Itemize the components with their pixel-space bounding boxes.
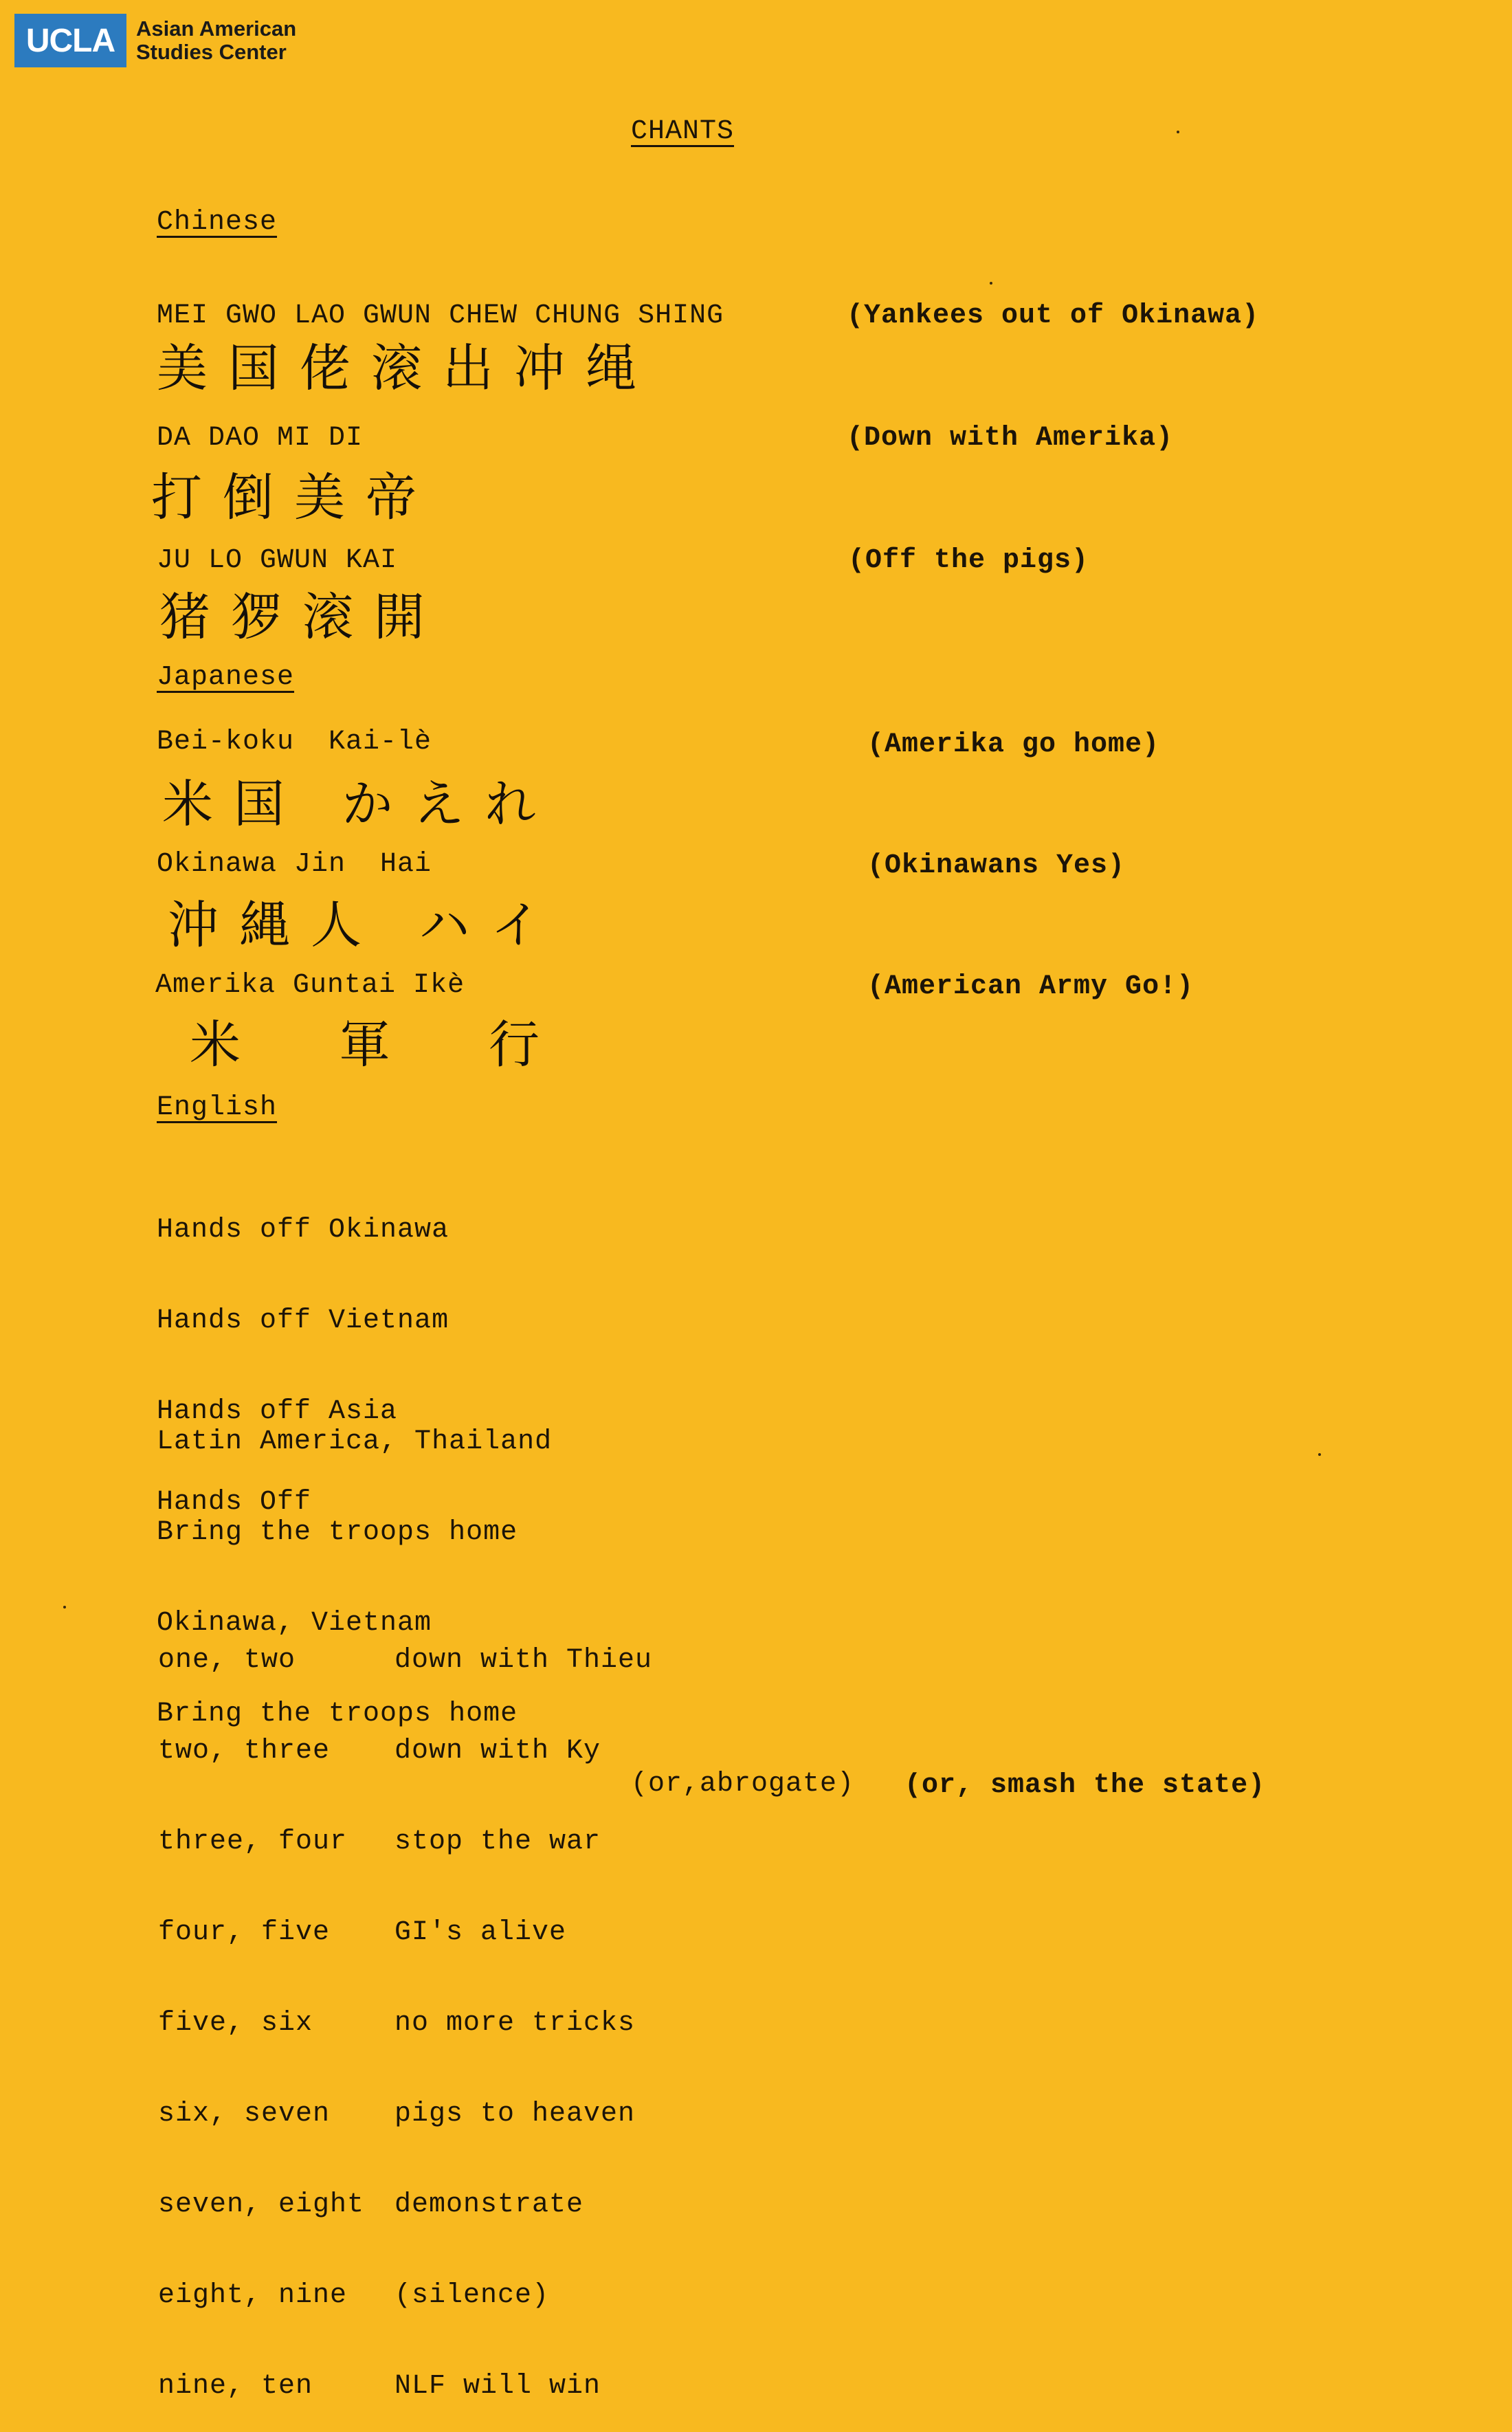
center-name: [136, 17, 296, 64]
stanza1-line: Hands off Okinawa: [157, 1215, 449, 1246]
stanza2-line: Latin America, Thailand: [157, 1426, 553, 1457]
count-right-column: [394, 1585, 652, 2432]
page-title: CHANTS: [631, 116, 735, 147]
english-heading: English: [157, 1092, 278, 1123]
japanese-romanized-3: Amerika Guntai Ikè: [155, 970, 465, 1001]
paper-speck: [1318, 1453, 1321, 1456]
japanese-characters-3: 米 軍 行: [190, 1015, 581, 1074]
japanese-characters-1: 米国 かえれ: [162, 775, 557, 834]
stanza2-line: Bring the troops home: [157, 1517, 518, 1548]
center-name-line2: Studies Center: [136, 40, 287, 64]
ucla-logo: [14, 14, 296, 67]
chant-response: demonstrate: [394, 2189, 584, 2220]
chant-response: down with Ky: [394, 1736, 601, 1767]
japanese-characters-2: 沖縄人 ハイ: [168, 896, 562, 955]
chinese-romanized-3: JU LO GWUN KAI: [157, 545, 398, 576]
count-line: nine, ten: [158, 2371, 313, 2402]
chinese-translation-2: (Down with Amerika): [847, 423, 1174, 454]
chinese-translation-1: (Yankees out of Okinawa): [847, 300, 1260, 331]
chant-response: down with Thieu: [394, 1645, 653, 1676]
paper-speck: [1177, 131, 1179, 133]
count-line: five, six: [158, 2008, 313, 2039]
center-name-line1: Asian American: [136, 16, 297, 41]
count-line: six, seven: [158, 2099, 331, 2130]
chant-response: (silence): [394, 2280, 550, 2311]
stanza2-line: Okinawa, Vietnam: [157, 1608, 432, 1639]
count-line: four, five: [158, 1917, 331, 1948]
japanese-heading: Japanese: [157, 662, 295, 693]
stanza1-line: Hands off Vietnam: [157, 1305, 449, 1336]
chinese-romanized-2: DA DAO MI DI: [157, 423, 364, 454]
alternate-1: (or,abrogate): [631, 1769, 855, 1800]
chinese-translation-3: (Off the pigs): [848, 545, 1089, 576]
chant-response: no more tricks: [394, 2008, 636, 2039]
chinese-characters-2: 打倒美帝: [151, 468, 437, 527]
chinese-heading: Chinese: [157, 207, 278, 238]
chant-response: pigs to heaven: [394, 2099, 636, 2130]
chinese-characters-1: 美国佬滚出冲绳: [157, 339, 657, 398]
paper-speck: [990, 282, 992, 285]
alternate-2: (or, smash the state): [904, 1770, 1266, 1801]
count-line: two, three: [158, 1736, 331, 1767]
ucla-badge: UCLA: [14, 14, 126, 67]
chinese-characters-3: 猪猡滚開: [159, 588, 445, 647]
count-line: three, four: [158, 1826, 348, 1857]
count-line: one, two: [158, 1645, 296, 1676]
japanese-translation-3: (American Army Go!): [867, 971, 1194, 1002]
paper-speck: [63, 1606, 66, 1609]
japanese-romanized-1: Bei-koku Kai-lè: [157, 727, 432, 758]
chant-response: NLF will win: [394, 2371, 601, 2402]
chant-response: GI's alive: [394, 1917, 567, 1948]
stanza2-line: Bring the troops home: [157, 1699, 518, 1729]
stanza1-line: Hands Off: [157, 1487, 312, 1518]
count-line: eight, nine: [158, 2280, 348, 2311]
stanza1-line: Hands off Asia: [157, 1396, 398, 1427]
chant-response: stop the war: [394, 1826, 601, 1857]
japanese-translation-1: (Amerika go home): [867, 729, 1160, 760]
count-left-column: [158, 1585, 364, 2432]
japanese-romanized-2: Okinawa Jin Hai: [157, 849, 432, 880]
japanese-translation-2: (Okinawans Yes): [867, 850, 1126, 881]
chinese-romanized-1: MEI GWO LAO GWUN CHEW CHUNG SHING: [157, 300, 724, 331]
count-line: seven, eight: [158, 2189, 365, 2220]
